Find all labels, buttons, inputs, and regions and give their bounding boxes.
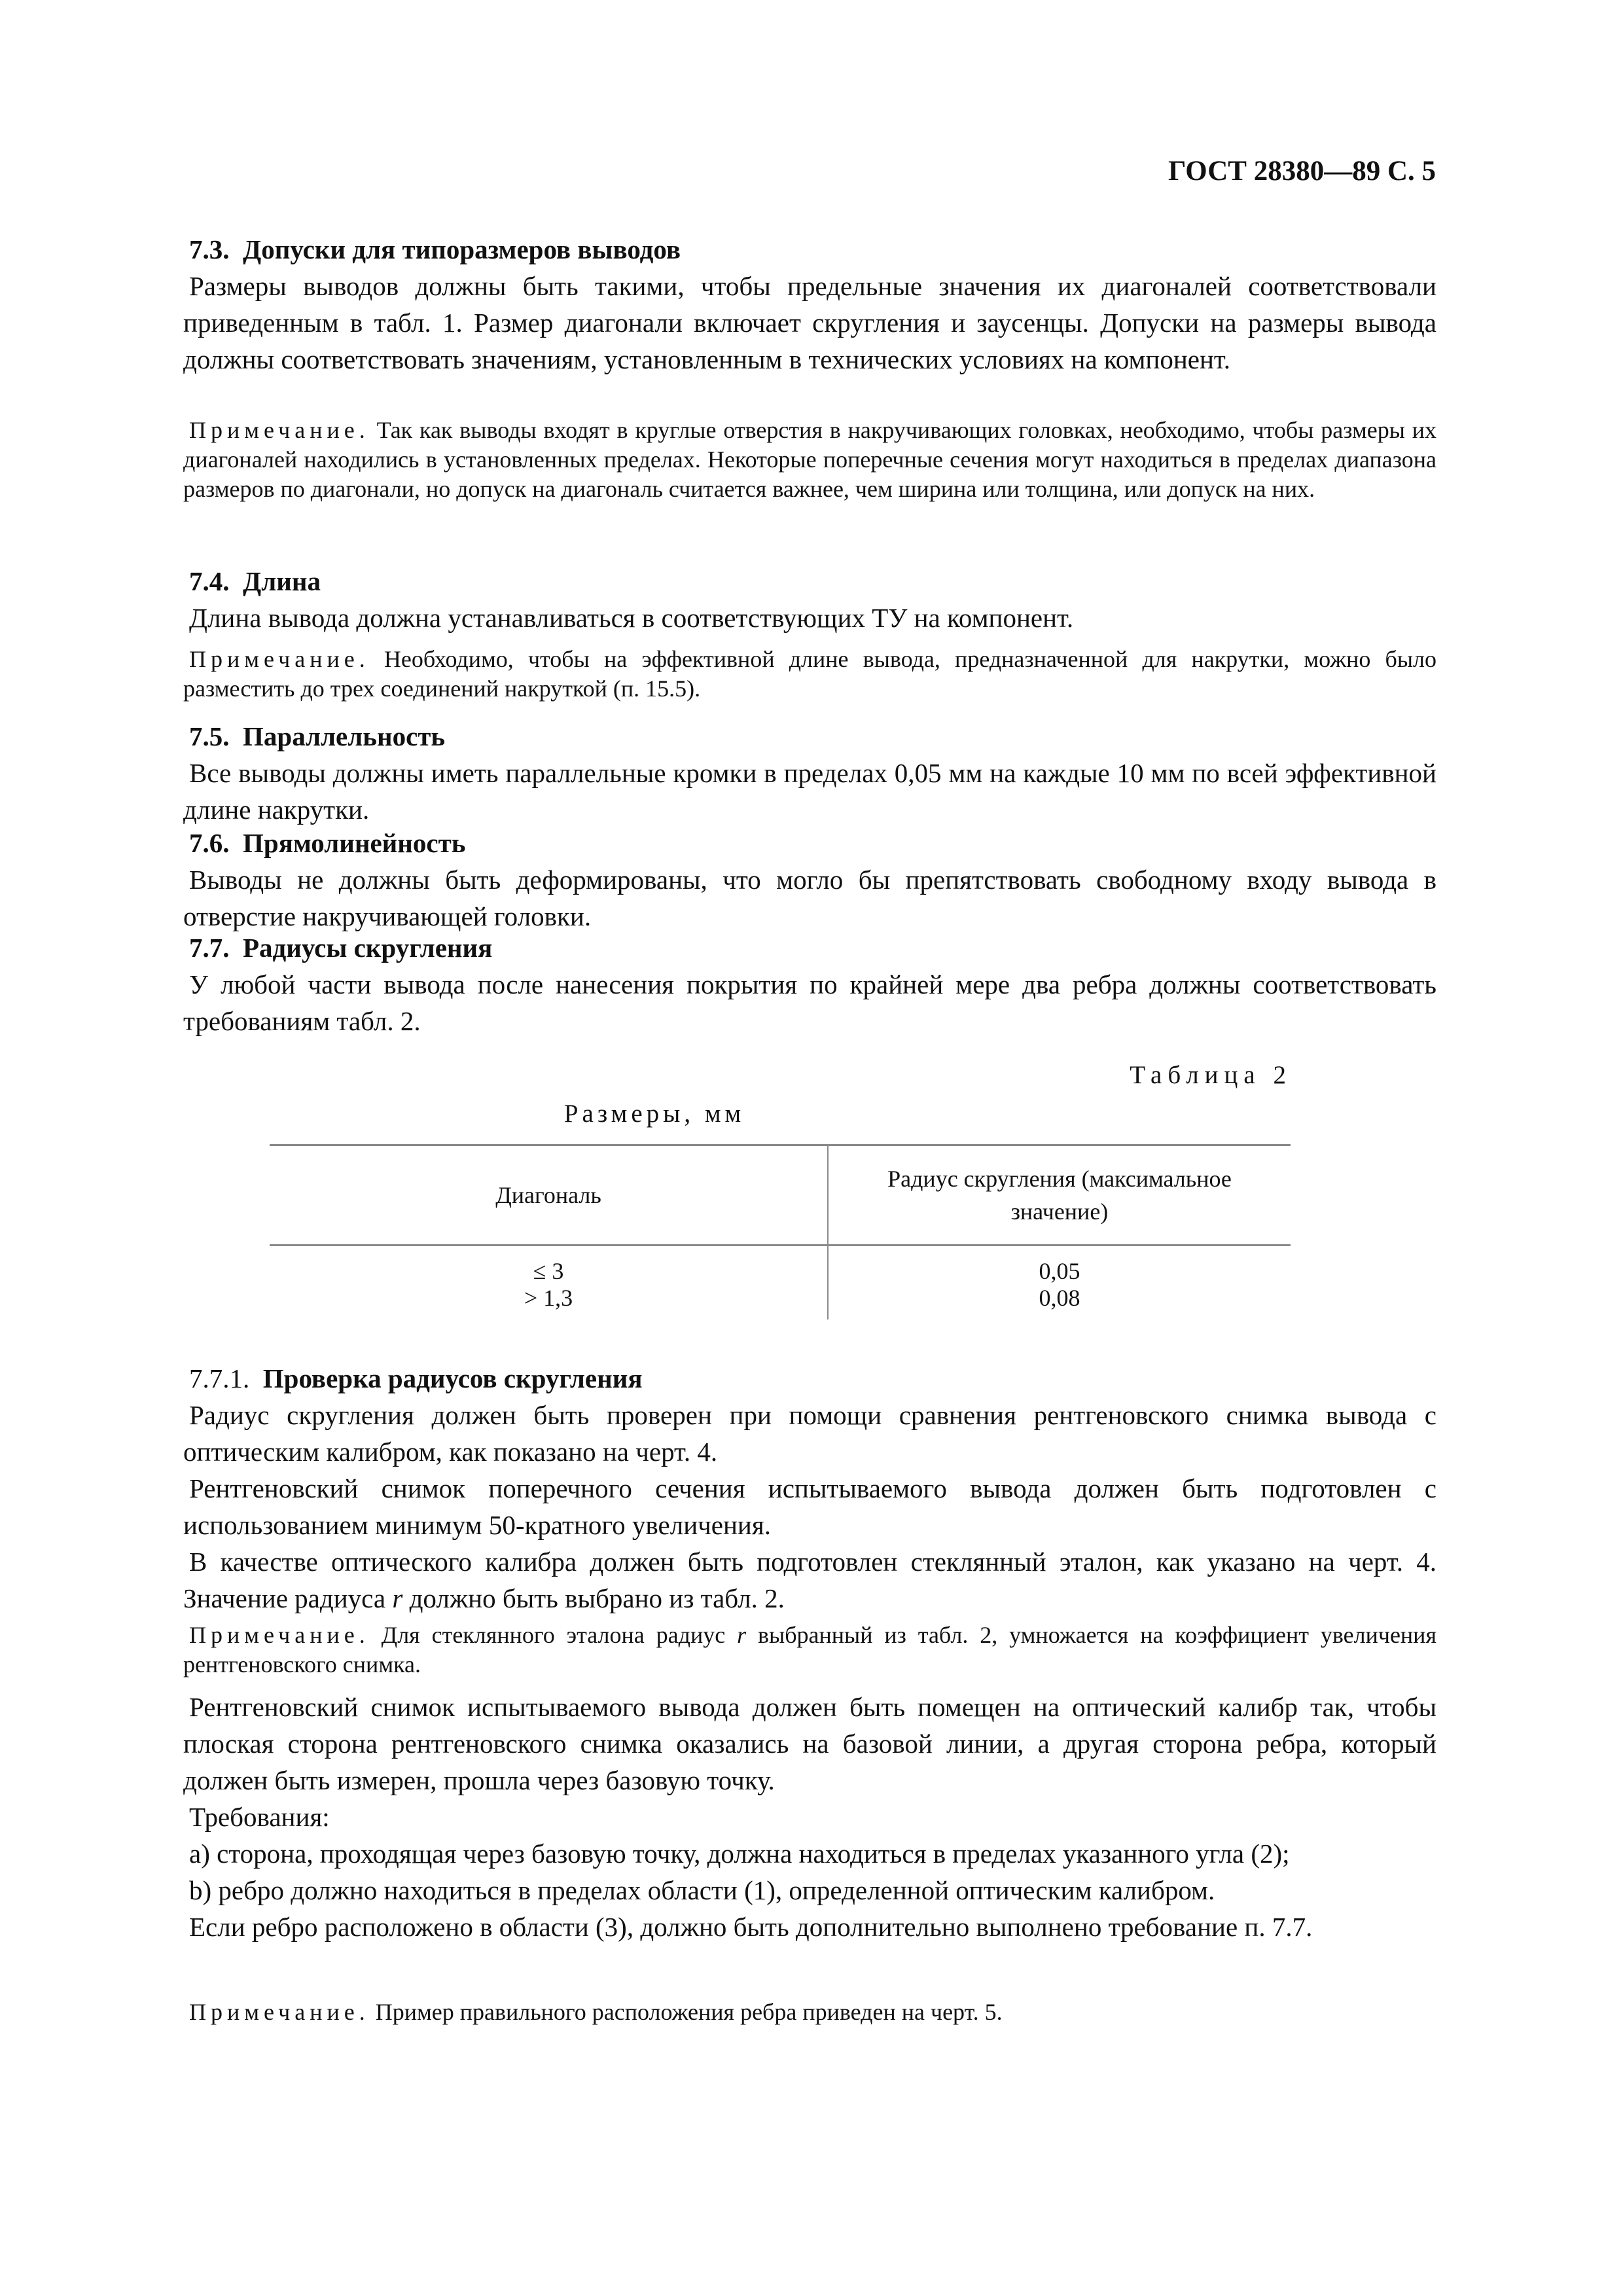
- page-header: ГОСТ 28380—89 С. 5: [1168, 156, 1436, 187]
- section-7-3: [183, 231, 1436, 378]
- text-run: В качестве оптического калибра должен быть подготовлен стеклянный эталон, как указано на черт. 4. Значение радиуса: [183, 1547, 1436, 1613]
- table-header-cell: Радиус скругления (максимальное значение): [828, 1145, 1291, 1246]
- note-7-4: [183, 645, 1436, 704]
- note-7-7-1-b: [183, 1998, 1436, 2027]
- section-number: 7.4.: [189, 566, 230, 596]
- note-text: Для стеклянного эталона радиус: [381, 1622, 738, 1648]
- paragraph: Если ребро расположено в области (3), должно быть дополнительно выполнено требование п. 7.7.: [189, 1912, 1313, 1942]
- section-7-5: [183, 718, 1436, 828]
- section-7-7: [183, 929, 1436, 1039]
- paragraph: [183, 1543, 1436, 1617]
- section-7-7-1: [183, 1360, 1436, 1617]
- section-number: 7.3.: [189, 234, 230, 264]
- paragraph: Все выводы должны иметь параллельные кромки в пределах 0,05 мм на каждые 10 мм по всей эффективной длине накрутки.: [183, 758, 1436, 825]
- section-number: 7.6.: [189, 828, 230, 858]
- table-cell: 0,08: [1039, 1285, 1080, 1311]
- section-heading: [183, 929, 1436, 966]
- section-7-6: [183, 825, 1436, 935]
- list-item: b) ребро должно находиться в пределах области (1), определенной оптическим калибром.: [189, 1875, 1215, 1905]
- section-heading: [183, 1360, 1436, 1397]
- paragraph: Радиус скругления должен быть проверен при помощи сравнения рентгеновского снимка вывода с оптическим калибром, как показано на черт. 4.: [183, 1400, 1436, 1467]
- section-title: Длина: [243, 566, 321, 596]
- table-cell-group: [828, 1246, 1291, 1320]
- section-heading: [183, 718, 1436, 755]
- table-units: Размеры, мм: [563, 1100, 745, 1128]
- paragraph: Рентгеновский снимок поперечного сечения испытываемого вывода должен быть подготовлен с использованием минимум 50-кратного увеличения.: [183, 1473, 1436, 1540]
- note-label: Примечание.: [189, 1622, 370, 1648]
- note-label: Примечание.: [189, 646, 370, 672]
- note-7-3: [183, 416, 1436, 504]
- note-text: Необходимо, чтобы на эффективной длине вывода, предназначенной для накрутки, можно было разместить до трех соединений накруткой (п. 15.5).: [183, 646, 1437, 702]
- table-cell: > 1,3: [524, 1285, 573, 1311]
- section-number: 7.7.: [189, 933, 230, 963]
- table-header-cell: Диагональ: [270, 1145, 828, 1246]
- section-title: Проверка радиусов скругления: [262, 1363, 643, 1393]
- section-title: Параллельность: [243, 721, 446, 751]
- table-cell: 0,05: [1039, 1258, 1080, 1284]
- paragraph: Требования:: [189, 1802, 330, 1832]
- note-label: Примечание.: [189, 417, 370, 443]
- section-7-7-1-cont: [183, 1689, 1436, 1945]
- table-cell: ≤ 3: [533, 1258, 564, 1284]
- table-row: [270, 1246, 1291, 1320]
- paragraph: Выводы не должны быть деформированы, что могло бы препятствовать свободному входу вывода в отверстие накручивающей головки.: [183, 865, 1436, 931]
- section-number: 7.5.: [189, 721, 230, 751]
- section-7-4: [183, 563, 1436, 636]
- note-text: выбранный из табл. 2, умножается на коэффициент увеличения рентгеновского снимка.: [183, 1622, 1437, 1677]
- note-label: Примечание.: [189, 1999, 370, 2025]
- section-heading: [183, 825, 1436, 861]
- table-cell-group: [270, 1246, 828, 1320]
- section-title: Прямолинейность: [243, 828, 466, 858]
- section-number: 7.7.1.: [189, 1363, 250, 1393]
- text-run: должно быть выбрано из табл. 2.: [402, 1583, 785, 1613]
- paragraph: Рентгеновский снимок испытываемого вывода должен быть помещен на оптический калибр так, чтобы плоская сторона рентгеновского снимка оказались на базовой линии, а другая сторона ребра, который должен быть измерен, прошла через базовую точку.: [183, 1692, 1436, 1795]
- section-title: Допуски для типоразмеров выводов: [243, 234, 681, 264]
- paragraph: У любой части вывода после нанесения покрытия по крайней мере два ребра должны соответствовать требованиям табл. 2.: [183, 969, 1436, 1036]
- note-7-7-1-a: [183, 1621, 1436, 1679]
- section-heading: [183, 563, 1436, 600]
- table-header-row: [270, 1145, 1291, 1246]
- variable-r: r: [737, 1622, 747, 1648]
- paragraph: Размеры выводов должны быть такими, чтобы предельные значения их диагоналей соответствовали приведенным в табл. 1. Размер диагонали включает скругления и заусенцы. Допуски на размеры вывода должны соответствовать значениям, установленным в технических условиях на компонент.: [183, 271, 1436, 374]
- note-text: Пример правильного расположения ребра приведен на черт. 5.: [375, 1999, 1003, 2025]
- note-paragraph: [183, 645, 1436, 704]
- note-text: Так как выводы входят в круглые отверстия в накручивающих головках, необходимо, чтобы размеры их диагоналей находились в установленных пределах. Некоторые поперечные сечения могут находиться в пределах диапазона размеров по диагонали, но допуск на диагональ считается важнее, чем ширина или толщина, или допуск на них.: [183, 417, 1437, 502]
- table-2: [270, 1144, 1291, 1319]
- table-caption: Таблица 2: [1130, 1061, 1292, 1089]
- list-item: а) сторона, проходящая через базовую точку, должна находиться в пределах указанного угла (2);: [189, 1839, 1290, 1869]
- section-title: Радиусы скругления: [243, 933, 493, 963]
- note-paragraph: [183, 1998, 1436, 2027]
- note-paragraph: [183, 416, 1436, 504]
- section-heading: [183, 231, 1436, 268]
- note-paragraph: [183, 1621, 1436, 1679]
- paragraph: Длина вывода должна устанавливаться в соответствующих ТУ на компонент.: [189, 603, 1074, 633]
- variable-r: r: [392, 1583, 403, 1613]
